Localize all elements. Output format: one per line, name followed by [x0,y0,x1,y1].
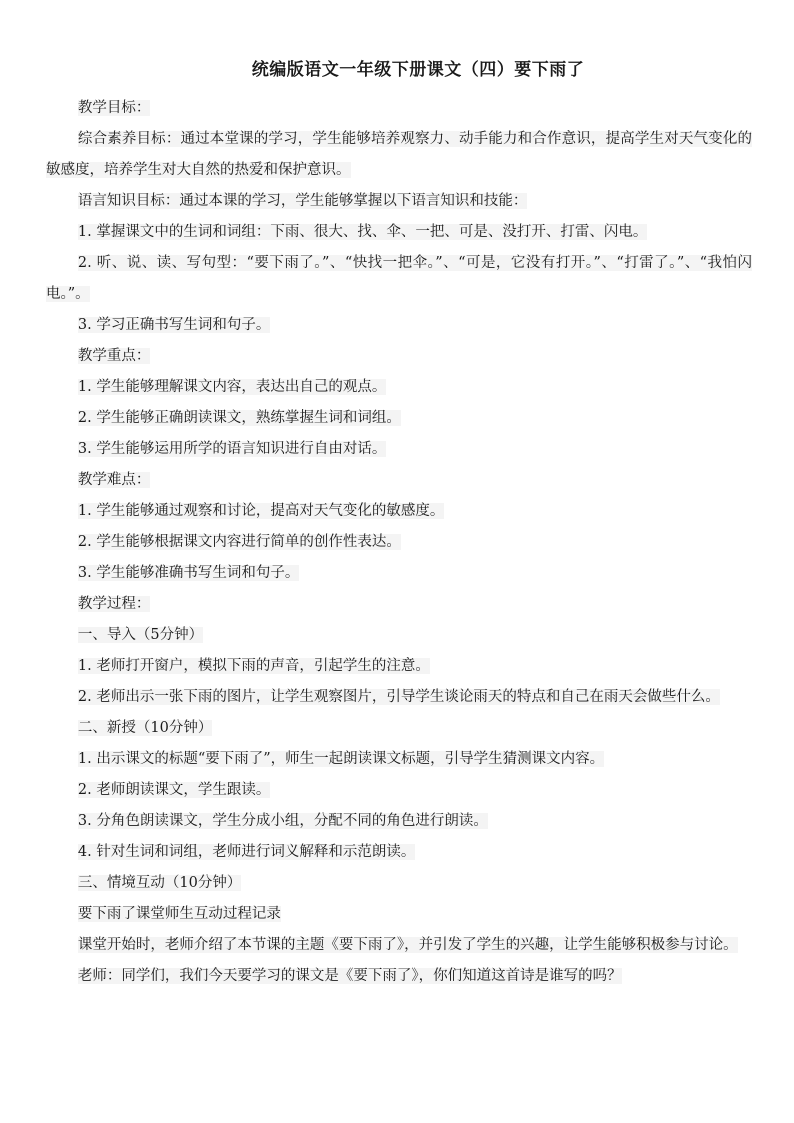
paragraph: 3. 分角色朗读课文，学生分成小组，分配不同的角色进行朗读。 [77,813,488,829]
paragraph: 要下雨了课堂师生互动过程记录 [77,906,281,922]
paragraph: 3. 学生能够准确书写生词和句子。 [77,565,300,581]
paragraph: 1. 学生能够理解课文内容，表达出自己的观点。 [77,379,387,395]
paragraph: 1. 老师打开窗户，模拟下雨的声音，引起学生的注意。 [77,658,430,674]
paragraph: 3. 学习正确书写生词和句子。 [77,317,271,333]
paragraph: 2. 老师出示一张下雨的图片，让学生观察图片，引导学生谈论雨天的特点和自己在雨天会做些什么。 [77,689,720,705]
paragraph: 2. 学生能够正确朗读课文，熟练掌握生词和词组。 [77,410,401,426]
paragraph: 1. 出示课文的标题“要下雨了”，师生一起朗读课文标题，引导学生猜测课文内容。 [77,751,605,767]
paragraph: 课堂开始时，老师介绍了本节课的主题《要下雨了》，并引发了学生的兴趣，让学生能够积极参与讨论。 [77,937,738,953]
paragraph: 3. 学生能够运用所学的语言知识进行自由对话。 [77,441,387,457]
paragraph: 教学过程： [77,596,151,612]
paragraph: 教学目标： [77,100,151,116]
paragraph: 二、新授（10分钟） [77,720,213,736]
paragraph: 老师：同学们，我们今天要学习的课文是《要下雨了》，你们知道这首诗是谁写的吗？ [77,968,622,984]
paragraph: 三、情境互动（10分钟） [77,875,242,891]
paragraph: 2. 学生能够根据课文内容进行简单的创作性表达。 [77,534,401,550]
paragraph: 2. 听、说、读、写句型：“要下雨了。”、“快找一把伞。”、“可是，它没有打开。”、“打雷了。”、“我怕闪电。”。 [46,255,752,302]
paragraph: 一、导入（5分钟） [77,627,204,643]
paragraph: 教学难点： [77,472,151,488]
paragraph: 综合素养目标：通过本堂课的学习，学生能够培养观察力、动手能力和合作意识，提高学生对天气变化的敏感度，培养学生对大自然的热爱和保护意识。 [46,131,752,178]
paragraph: 1. 掌握课文中的生词和词组：下雨、很大、找、伞、一把、可是、没打开、打雷、闪电。 [77,224,648,240]
paragraph: 2. 老师朗读课文，学生跟读。 [77,782,271,798]
document-title: 统编版语文一年级下册课文（四）要下雨了 [251,60,585,80]
paragraph: 教学重点： [77,348,151,364]
paragraph: 1. 学生能够通过观察和讨论，提高对天气变化的敏感度。 [77,503,445,519]
paragraph: 语言知识目标：通过本课的学习，学生能够掌握以下语言知识和技能： [77,193,528,209]
paragraph: 4. 针对生词和词组，老师进行词义解释和示范朗读。 [77,844,416,860]
document-body [46,93,752,992]
